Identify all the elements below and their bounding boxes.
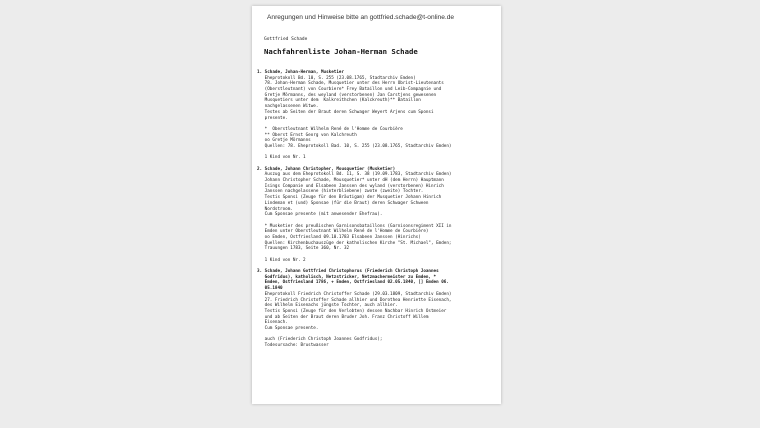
text-line: Testis Sponsi (Zeuge für den Verlobten) dessen Nachbar Hinrich Ostmeier: [257, 308, 447, 314]
text-line: nachgelassenen Witwe.: [257, 104, 319, 110]
text-line: Testis Sponsi (Zeuge für den Bräutigam) der Musquetier Johann Hinrich: [257, 195, 442, 201]
text-line: Auszug aus dem Eheprotokoll Bd. 11, S. 38 (19.09.1783, Stadtarchiv Emden): [257, 172, 452, 178]
text-line: ** Oberst Ernst Georg von Kalchreuth: [257, 132, 357, 138]
text-line: Lindeman et (und) Sponsae (für die Braut) deren Schwager Schween: [257, 200, 429, 206]
text-line: oo Emden, Ostfriesland 09.10.1783 Elsabeen Janssen (Hinrichs): [257, 234, 421, 240]
text-line: Quellen: 78. Eheprotokoll Bad. 10, S. 255 (23.08.1765, Stadtarchiv Emden): [257, 143, 452, 149]
text-block: [257, 127, 497, 150]
text-line: Godfridus), katholisch, Netzstricker, Netzmachermeister zu Emden, *: [257, 274, 437, 280]
text-line: Quellen: Kirchenbuchauszüge der katholischen Kirche "St. Michael", Emden;: [257, 240, 452, 246]
contact-note: Anregungen und Hinweise bitte an gottfried.schade@t-online.de: [267, 14, 455, 21]
text-line: Johann Christopher Schade, Mousquetier* unter dH (dem Herrn) Hauptmann: [257, 178, 444, 184]
document-title: Nachfahrenliste Johan-Herman Schade: [264, 47, 418, 56]
text-line: * Musketier des preußischen Garnisonsbataillons (Garnisonsregiment XII in: [257, 223, 452, 229]
document-page: [252, 6, 501, 404]
text-line: des Wilhelm Eisenachs jüngste Tochter, auch allhier.: [257, 303, 398, 309]
text-line: 1 Kind von Nr. 2: [257, 257, 306, 263]
text-line: (Oberstleutnant) von Courbiere* Frey Bataillon und Leib-Compagnie und: [257, 87, 442, 93]
text-line: Trauungen 1783, Seite 360, Nr. 32: [257, 246, 350, 252]
text-line: 2. Schade, Johann Christopher, Mousquetier (Musketier): [257, 166, 396, 172]
text-line: 27. Friedrich Christoffer Schade allhier und Dorothea Henriette Eisenach,: [257, 297, 452, 303]
text-line: 78. Johan-Herman Schade, Musquetier unter des Herrn Obrist-Lieutenants: [257, 81, 444, 87]
text-block: [257, 269, 497, 332]
document-body: [257, 70, 497, 349]
text-line: Janssen nachgelassene (hinterbliebene) zwote (zweite) Tochter.: [257, 189, 424, 195]
text-line: auch (Friederich Christoph Joannes Godfridus);: [257, 337, 383, 343]
text-line: Cum Sponsae presente (mit anwesender Ehefrau).: [257, 212, 383, 218]
text-line: oo Gretje Mörmanns: [257, 138, 311, 144]
text-line: Eisenach.: [257, 320, 288, 326]
author-name: Gottfried Schade: [264, 37, 308, 42]
text-line: Emden unter Oberstleutnant Wilhelm René de l'Homme de Courbière): [257, 229, 429, 235]
text-line: 3. Schade, Johann Gottfried Christophorus (Friederich Christoph Joannes: [257, 269, 439, 275]
text-line: Nordstroom.: [257, 206, 293, 212]
text-line: Musquetiers unter dem Kalkreithchen (Kalckreuth)** Bataillon: [257, 98, 421, 104]
text-line: Isings Companie und Elsabeen Janssen des wyland (verstorbenen) Hinrich: [257, 183, 444, 189]
text-block: [257, 167, 497, 218]
text-line: Eheprotokoll Friedrich Christoffer Schade (29.03.1809, Stadtarchiv Emden): [257, 291, 452, 297]
text-line: Cum Sponsae presente.: [257, 325, 319, 331]
text-line: presente.: [257, 115, 288, 121]
text-line: und ab Seiten der Braut deren Bruder Joh. Franz Christoff Willem: [257, 314, 429, 320]
text-line: Eheprotokoll Bd. 10, S. 255 (23.08.1765, Stadtarchiv Emden): [257, 75, 416, 81]
text-line: Testes ab Seiten der Braut deren Schwager Weyert Arjens cum Sponsi: [257, 109, 434, 115]
text-block: [257, 337, 497, 348]
text-block: [257, 224, 497, 252]
text-line: 1 Kind von Nr. 1: [257, 155, 306, 161]
text-line: 1. Schade, Johan-Herman, Musketier: [257, 70, 344, 75]
text-line: Todesursache: Brustwasser: [257, 343, 329, 348]
text-line: 05.1840: [257, 286, 283, 292]
text-block: [257, 70, 497, 121]
text-line: * Oberstleutnant Wilhelm René de l'Homme de Courbière: [257, 126, 403, 132]
text-line: Emden, Ostfriesland 1786, + Emden, Ostfriesland 02.05.1840, [] Emden 06.: [257, 280, 449, 286]
text-line: Gretje Mörmanns, des weyland (verstorbenen) Jan Carstjens gewesenen: [257, 92, 437, 98]
